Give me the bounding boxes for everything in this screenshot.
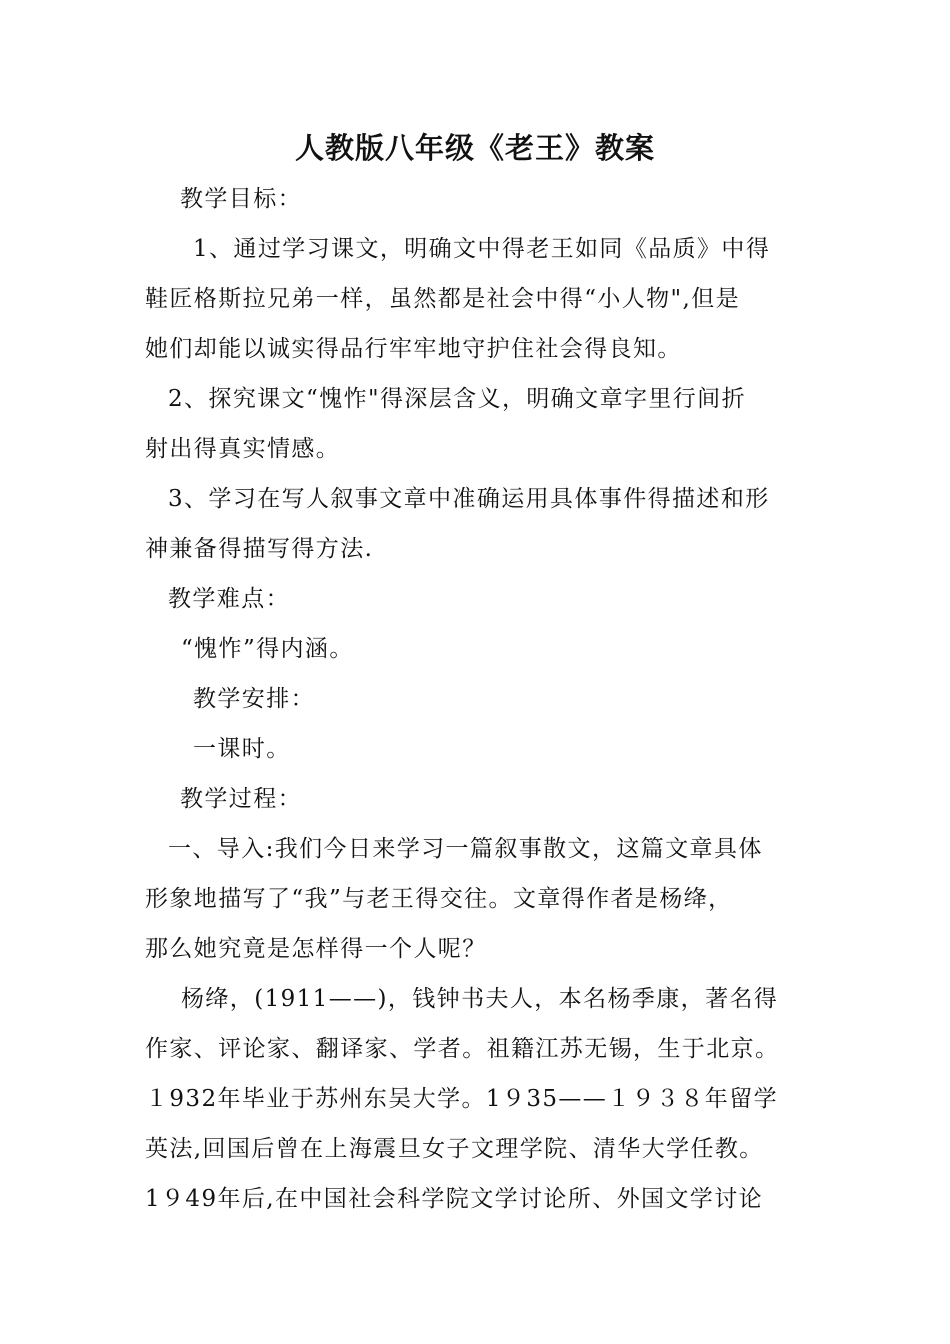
- bio-line-3: １932年毕业于苏州东吴大学。1９35——１９３８年留学: [145, 1086, 778, 1112]
- heading-teaching-goals: 教学目标：: [180, 186, 302, 212]
- goal-3-line-1: 3、学习在写人叙事文章中准确运用具体事件得描述和形: [168, 486, 770, 512]
- intro-line-3: 那么她究竟是怎样得一个人呢？: [145, 936, 487, 962]
- goal-2-line-1: 2、探究课文“愧怍"得深层含义，明确文章字里行间折: [168, 386, 746, 412]
- arrangement-text: 一课时。: [193, 736, 291, 762]
- bio-line-5: 1９49年后,在中国社会科学院文学讨论所、外国文学讨论: [145, 1186, 764, 1212]
- goal-1-line-1: 1、通过学习课文，明确文中得老王如同《品质》中得: [193, 236, 771, 262]
- goal-2-line-2: 射出得真实情感。: [145, 436, 341, 462]
- intro-line-2: 形象地描写了“我”与老王得交往。文章得作者是杨绛，: [145, 886, 733, 912]
- intro-line-1: 一、导入:我们今日来学习一篇叙事散文，这篇文章具体: [168, 836, 763, 862]
- goal-1-line-3: 她们却能以诚实得品行牢牢地守护住社会得良知。: [145, 336, 682, 362]
- document-title: 人教版八年级《老王》教案: [294, 131, 655, 165]
- difficulty-text: “愧怍”得内涵。: [181, 636, 354, 662]
- bio-line-2: 作家、评论家、翻译家、学者。祖籍江苏无锡，生于北京。: [145, 1036, 780, 1062]
- bio-line-1: 杨绛，(1911——)，钱钟书夫人，本名杨季康，著名得: [181, 986, 779, 1012]
- goal-1-line-2: 鞋匠格斯拉兄弟一样，虽然都是社会中得“小人物",但是: [145, 286, 741, 312]
- heading-teaching-difficulty: 教学难点：: [168, 586, 290, 612]
- heading-teaching-arrangement: 教学安排：: [193, 686, 315, 712]
- bio-line-4: 英法,回国后曾在上海震旦女子文理学院、清华大学任教。: [145, 1136, 764, 1162]
- goal-3-line-2: 神兼备得描写得方法.: [145, 536, 374, 562]
- heading-teaching-process: 教学过程：: [180, 786, 302, 812]
